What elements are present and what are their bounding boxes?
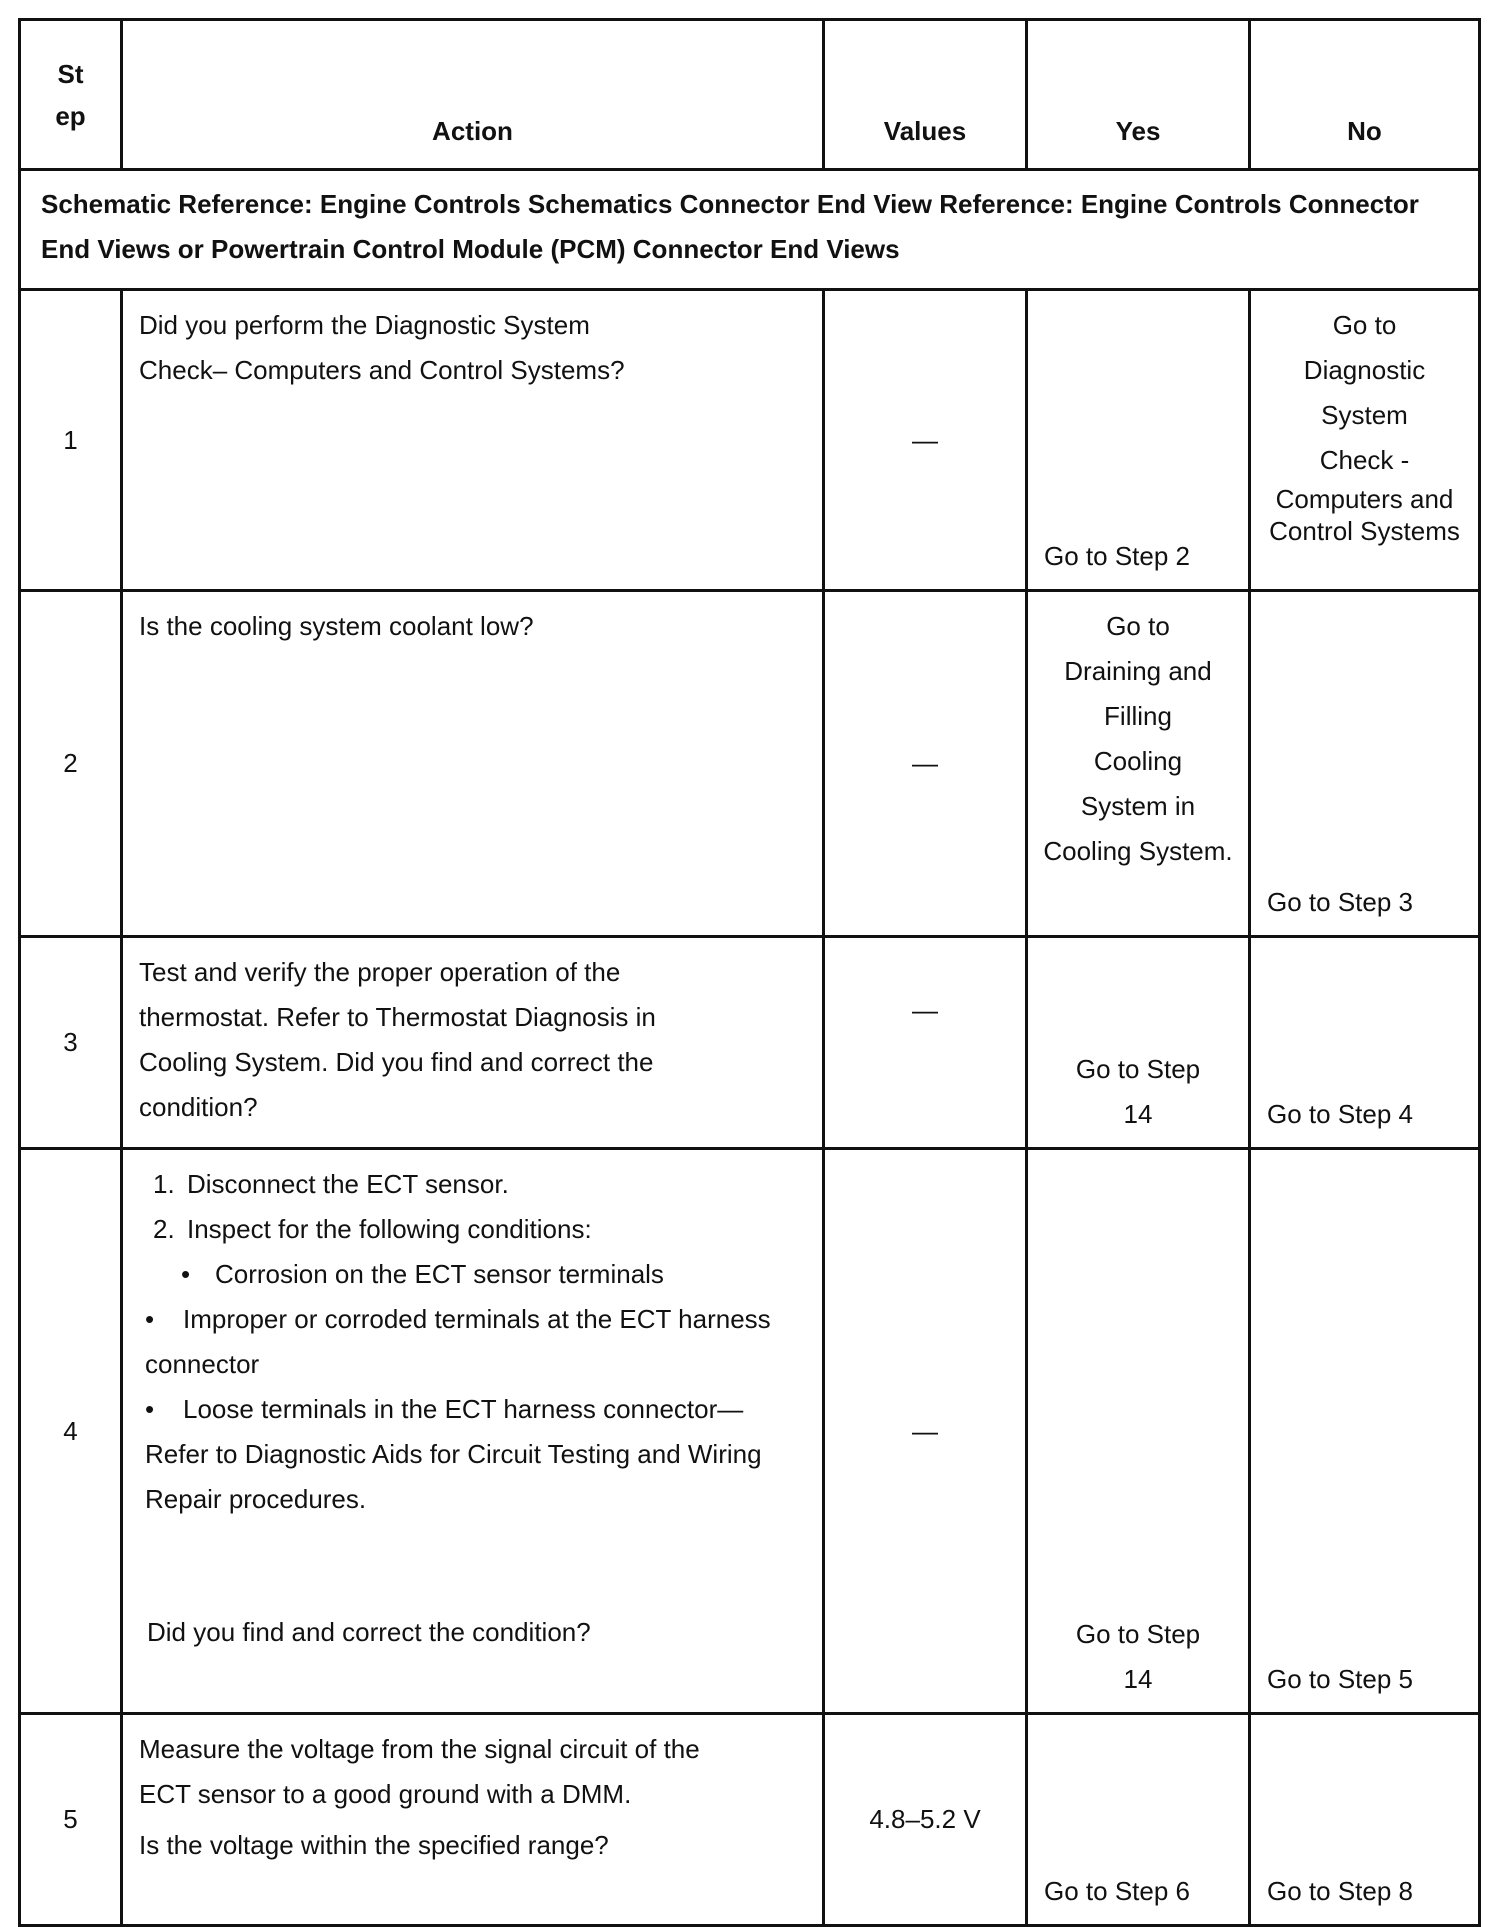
table-row: [20, 290, 1480, 591]
no-cell: Go to Step 5: [1250, 1149, 1480, 1714]
list-text: Loose terminals in the ECT harness connector—Refer to Diagnostic Aids for Circuit Testing and Wiring Repair procedures.: [145, 1394, 762, 1514]
header-values: Values: [824, 20, 1027, 170]
list-item: [139, 1162, 806, 1207]
header-yes: Yes: [1027, 20, 1250, 170]
value-cell: —: [824, 290, 1027, 591]
yes-line: System in: [1080, 791, 1196, 821]
yes-line: Cooling System.: [1043, 836, 1233, 866]
step-number: 2: [20, 591, 122, 937]
action-line: thermostat. Refer to Thermostat Diagnosis in: [139, 1002, 656, 1032]
action-cell: [122, 937, 824, 1149]
yes-line: Filling: [1104, 701, 1172, 731]
no-line: Go to: [1332, 310, 1397, 340]
action-line: Check– Computers and Control Systems?: [139, 355, 625, 385]
action-cell: [122, 1714, 824, 1926]
no-cell: Go to Step 4: [1250, 937, 1480, 1149]
list-text: Disconnect the ECT sensor.: [187, 1169, 509, 1199]
header-row: [20, 20, 1480, 170]
yes-cell: Go to Step 2: [1027, 290, 1250, 591]
table-row: [20, 1149, 1480, 1714]
bullet: •: [181, 1259, 191, 1289]
no-cell: [1250, 290, 1480, 591]
header-no: No: [1250, 20, 1480, 170]
list-text: Inspect for the following conditions:: [187, 1214, 592, 1244]
step-number: 1: [20, 290, 122, 591]
yes-cell: [1027, 591, 1250, 937]
step-number: 5: [20, 1714, 122, 1926]
action-line: Cooling System. Did you find and correct the: [139, 1047, 654, 1077]
action-question: Did you find and correct the condition?: [147, 1617, 591, 1647]
action-cell: [122, 1149, 824, 1714]
value-cell: —: [824, 937, 1027, 1149]
value-cell: 4.8–5.2 V: [824, 1714, 1027, 1926]
diagnostic-table-container: [18, 18, 1478, 1920]
yes-line: Go to Step: [1075, 1619, 1201, 1649]
yes-line: 14: [1123, 1664, 1153, 1694]
no-line: Computers and: [1275, 484, 1454, 514]
header-step-line2: ep: [55, 100, 86, 131]
value-cell: —: [824, 1149, 1027, 1714]
list-text: Corrosion on the ECT sensor terminals: [215, 1259, 664, 1289]
yes-cell: [1027, 937, 1250, 1149]
yes-line: Draining and: [1064, 656, 1212, 686]
list-number: 1.: [153, 1169, 175, 1199]
list-item: [139, 1252, 806, 1297]
step-number: 3: [20, 937, 122, 1149]
no-cell: Go to Step 8: [1250, 1714, 1480, 1926]
list-item: [139, 1207, 806, 1252]
table-row: [20, 937, 1480, 1149]
yes-line: 14: [1123, 1099, 1153, 1129]
bullet: •: [145, 1394, 155, 1424]
diagnostic-table: [18, 18, 1481, 1927]
no-line: Control Systems: [1269, 516, 1460, 546]
action-line: condition?: [139, 1092, 258, 1122]
list-number: 2.: [153, 1214, 175, 1244]
table-row: [20, 591, 1480, 937]
yes-line: Cooling: [1093, 746, 1183, 776]
list-item: [139, 1297, 806, 1387]
action-cell: [122, 591, 824, 937]
yes-line: Go to: [1106, 611, 1170, 641]
no-line: Check -: [1319, 445, 1410, 475]
action-line: Did you perform the Diagnostic System: [139, 310, 590, 340]
step-number: 4: [20, 1149, 122, 1714]
action-line: Is the voltage within the specified range?: [139, 1830, 609, 1860]
header-step: [20, 20, 122, 170]
no-line: System: [1321, 400, 1408, 430]
value-cell: —: [824, 591, 1027, 937]
yes-cell: [1027, 1149, 1250, 1714]
action-cell: [122, 290, 824, 591]
header-step-line1: St: [57, 58, 84, 89]
yes-line: Go to Step: [1075, 1054, 1201, 1084]
bullet: •: [145, 1304, 155, 1334]
schematic-reference: Schematic Reference: Engine Controls Schematics Connector End View Reference: Engine Controls Connector End Views or Powertrain Control Module (PCM) Connector End Views: [20, 170, 1480, 290]
action-line: ECT sensor to a good ground with a DMM.: [139, 1779, 632, 1809]
no-cell: Go to Step 3: [1250, 591, 1480, 937]
action-line: Test and verify the proper operation of the: [139, 957, 621, 987]
action-line: Measure the voltage from the signal circuit of the: [139, 1734, 700, 1764]
yes-cell: Go to Step 6: [1027, 1714, 1250, 1926]
no-line: Diagnostic: [1303, 355, 1426, 385]
header-action: Action: [122, 20, 824, 170]
table-row: [20, 1714, 1480, 1926]
action-line: Is the cooling system coolant low?: [139, 611, 534, 641]
list-item: [139, 1387, 806, 1522]
list-text: Improper or corroded terminals at the ECT harness connector: [145, 1304, 771, 1379]
reference-row: [20, 170, 1480, 290]
